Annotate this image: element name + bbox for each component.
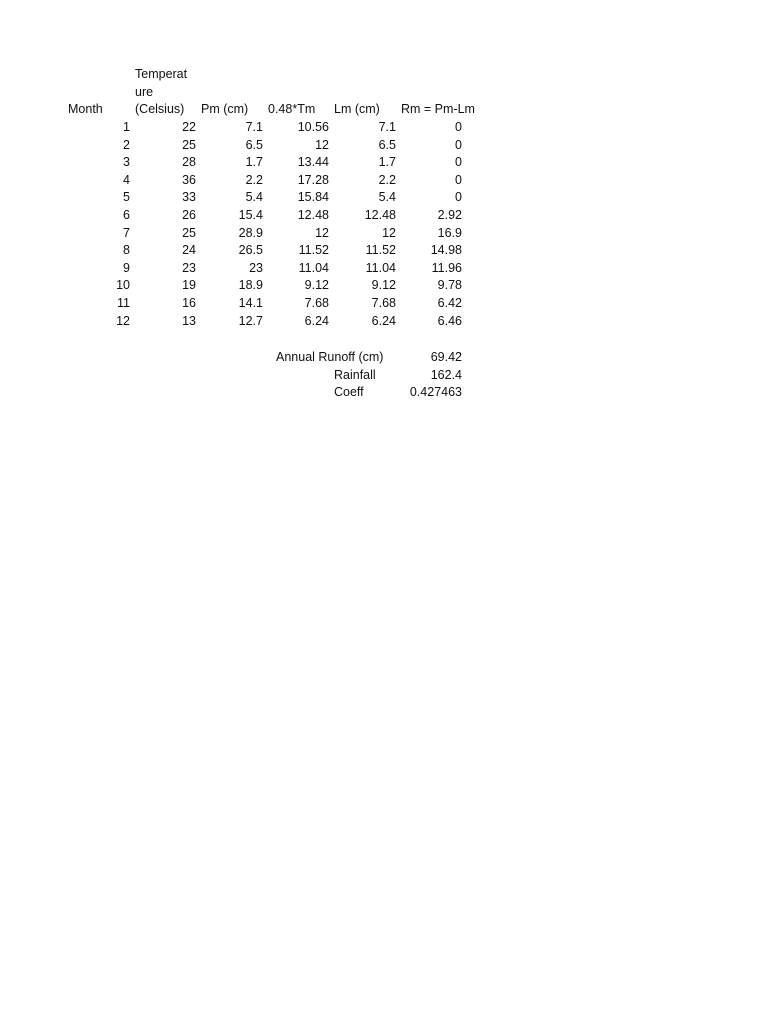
- coeff-value: 0.427463: [409, 385, 462, 399]
- cell-rm: 0: [455, 138, 462, 152]
- cell-rm: 16.9: [437, 226, 462, 240]
- cell-lm: 12.48: [364, 208, 396, 222]
- cell-month: 1: [123, 120, 130, 134]
- cell-pm: 18.9: [238, 278, 263, 292]
- cell-lm: 7.1: [378, 120, 396, 134]
- coeff-label: Coeff: [334, 385, 364, 399]
- header-month: Month: [68, 102, 103, 116]
- cell-tm-factor: 7.68: [304, 296, 329, 310]
- cell-pm: 23: [249, 261, 263, 275]
- cell-pm: 14.1: [238, 296, 263, 310]
- header-tm-factor: 0.48*Tm: [268, 102, 316, 116]
- annual-runoff-value: 69.42: [430, 350, 462, 364]
- header-rm: Rm = Pm-Lm: [401, 102, 475, 116]
- cell-rm: 0: [455, 155, 462, 169]
- cell-tm-factor: 15.84: [297, 190, 329, 204]
- cell-tm-factor: 12.48: [297, 208, 329, 222]
- cell-tm-factor: 12: [315, 226, 329, 240]
- cell-pm: 5.4: [245, 190, 263, 204]
- cell-tm-factor: 11.52: [298, 243, 329, 257]
- rainfall-label: Rainfall: [334, 368, 376, 382]
- cell-temperature: 28: [182, 155, 196, 169]
- cell-rm: 9.78: [437, 278, 462, 292]
- cell-temperature: 24: [182, 243, 196, 257]
- cell-temperature: 25: [182, 226, 196, 240]
- rainfall-value: 162.4: [430, 368, 462, 382]
- cell-rm: 0: [455, 120, 462, 134]
- cell-pm: 7.1: [245, 120, 263, 134]
- cell-temperature: 23: [182, 261, 196, 275]
- header-pm: Pm (cm): [201, 102, 249, 116]
- cell-lm: 11.52: [365, 243, 396, 257]
- cell-lm: 11.04: [365, 261, 396, 275]
- cell-pm: 15.4: [238, 208, 263, 222]
- cell-temperature: 13: [182, 314, 196, 328]
- cell-tm-factor: 17.28: [297, 173, 329, 187]
- cell-rm: 2.92: [437, 208, 462, 222]
- cell-lm: 5.4: [378, 190, 396, 204]
- cell-month: 3: [123, 155, 130, 169]
- cell-month: 9: [123, 261, 130, 275]
- cell-month: 12: [116, 314, 130, 328]
- cell-lm: 6.5: [378, 138, 396, 152]
- cell-rm: 0: [455, 173, 462, 187]
- cell-lm: 1.7: [378, 155, 396, 169]
- cell-tm-factor: 9.12: [304, 278, 329, 292]
- cell-pm: 1.7: [245, 155, 263, 169]
- header-temperature-line2: ure: [135, 85, 154, 99]
- cell-pm: 6.5: [245, 138, 263, 152]
- cell-pm: 26.5: [238, 243, 263, 257]
- cell-temperature: 22: [182, 120, 196, 134]
- header-celsius: (Celsius): [135, 102, 185, 116]
- cell-temperature: 19: [182, 278, 196, 292]
- cell-rm: 6.46: [437, 314, 462, 328]
- cell-lm: 9.12: [371, 278, 396, 292]
- cell-lm: 12: [382, 226, 396, 240]
- cell-temperature: 25: [182, 138, 196, 152]
- cell-rm: 6.42: [437, 296, 462, 310]
- header-temperature-line1: Temperat: [135, 67, 188, 81]
- header-lm: Lm (cm): [334, 102, 380, 116]
- cell-rm: 14.98: [430, 243, 462, 257]
- cell-temperature: 33: [182, 190, 196, 204]
- cell-pm: 12.7: [238, 314, 263, 328]
- cell-month: 5: [123, 190, 130, 204]
- cell-month: 7: [123, 226, 130, 240]
- cell-tm-factor: 12: [315, 138, 329, 152]
- cell-rm: 0: [455, 190, 462, 204]
- cell-month: 11: [117, 296, 130, 310]
- cell-temperature: 26: [182, 208, 196, 222]
- annual-runoff-label: Annual Runoff (cm): [276, 350, 384, 364]
- cell-lm: 7.68: [371, 296, 396, 310]
- cell-rm: 11.96: [431, 261, 462, 275]
- cell-tm-factor: 10.56: [297, 120, 329, 134]
- cell-temperature: 16: [182, 296, 196, 310]
- cell-month: 2: [123, 138, 130, 152]
- cell-month: 6: [123, 208, 130, 222]
- cell-temperature: 36: [182, 173, 196, 187]
- cell-month: 8: [123, 243, 130, 257]
- cell-tm-factor: 6.24: [304, 314, 329, 328]
- cell-pm: 2.2: [245, 173, 263, 187]
- cell-month: 4: [123, 173, 130, 187]
- cell-month: 10: [116, 278, 130, 292]
- cell-lm: 6.24: [371, 314, 396, 328]
- cell-tm-factor: 11.04: [298, 261, 329, 275]
- cell-tm-factor: 13.44: [297, 155, 329, 169]
- cell-pm: 28.9: [238, 226, 263, 240]
- cell-lm: 2.2: [378, 173, 396, 187]
